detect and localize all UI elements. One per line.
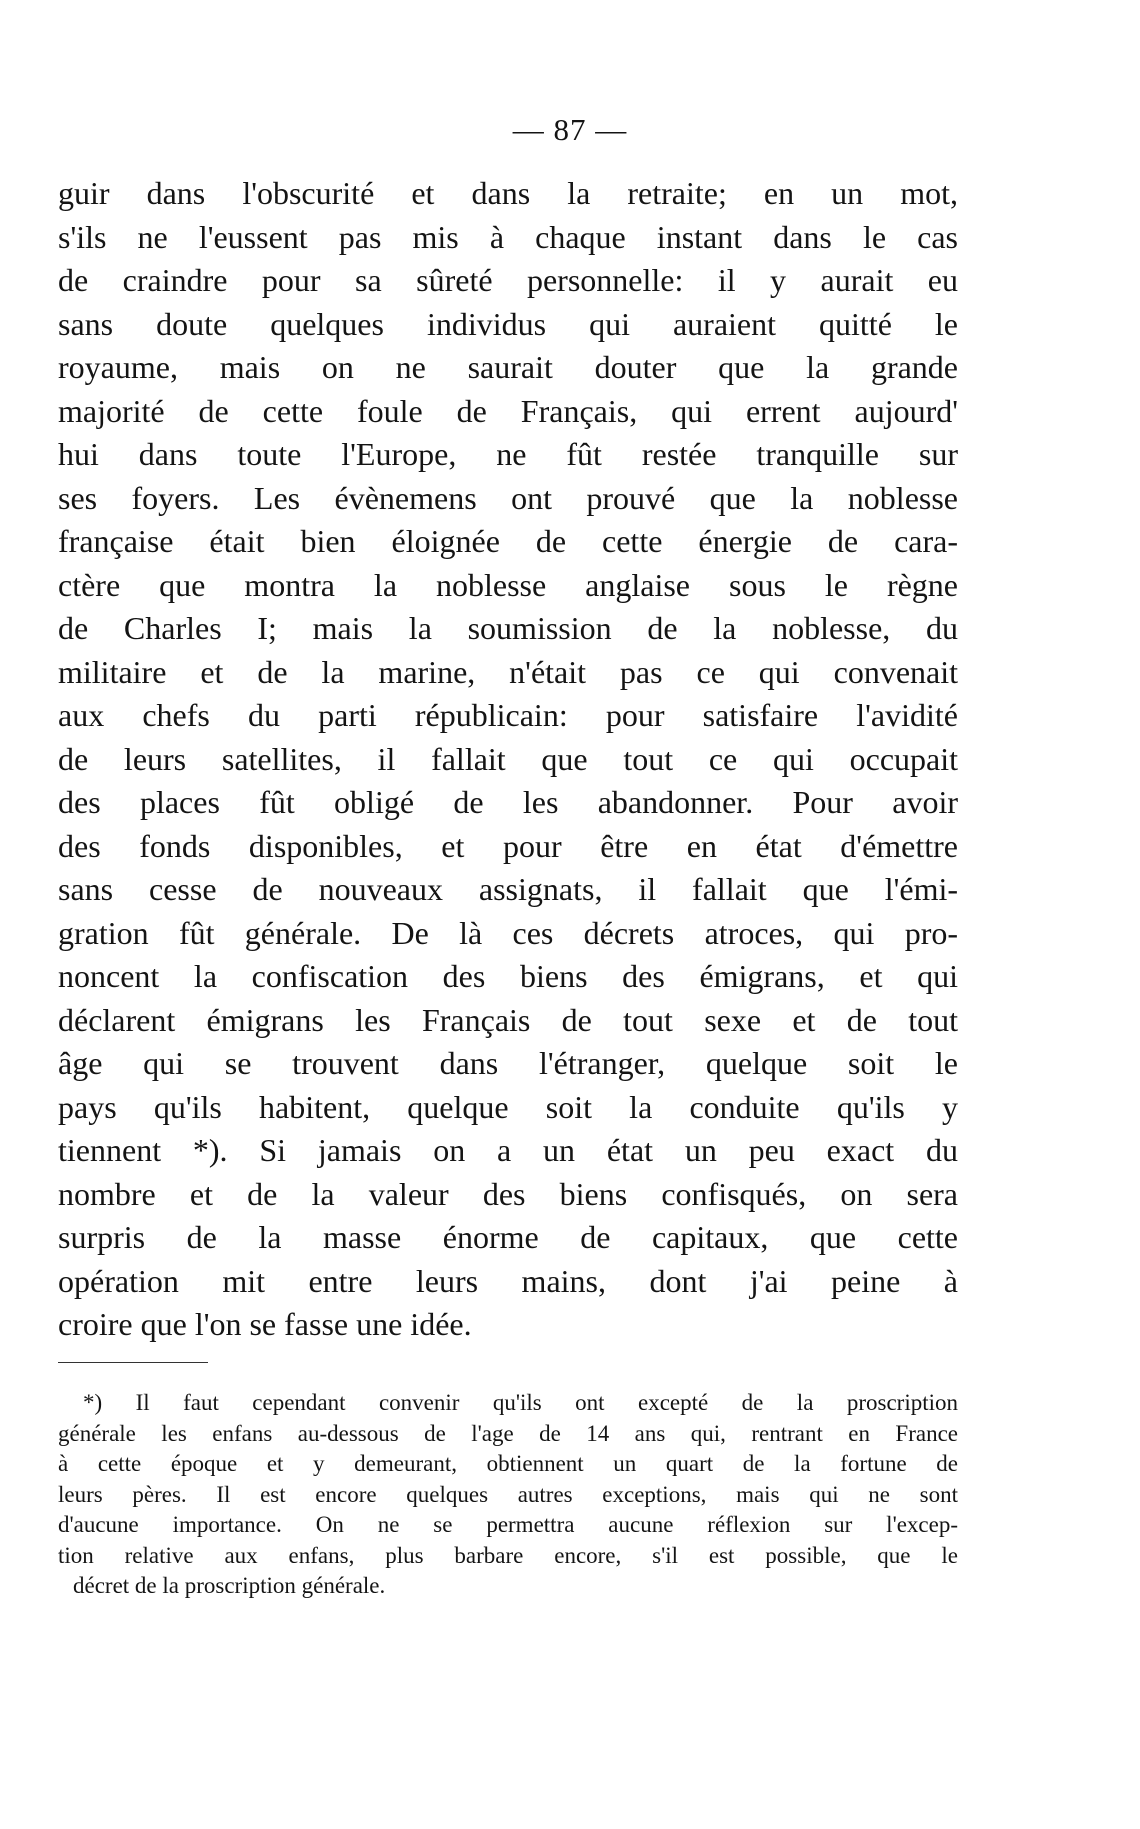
text-line: déclarent émigrans les Français de tout sexe et de tout <box>58 1001 958 1038</box>
text-line: des places fût obligé de les abandonner. Pour avoir <box>58 784 958 820</box>
text-line: surpris de la masse énorme de capitaux, que cette <box>58 1219 958 1255</box>
text-line: hui dans toute l'Europe, ne fût restée tranquille sur <box>58 436 958 472</box>
text-line: guir dans l'obscurité et dans la retraite; en un mot, <box>58 175 958 211</box>
text-line: noncent la confiscation des biens des émigrans, et qui <box>58 958 958 994</box>
footnote <box>58 1388 958 1602</box>
text-line: de Charles I; mais la soumission de la noblesse, du <box>58 610 958 646</box>
footnote-separator <box>58 1362 208 1363</box>
footnote-line: décret de la proscription générale. <box>73 1573 386 1598</box>
text-line: de leurs satellites, il fallait que tout ce qui occupait <box>58 740 958 777</box>
text-line: tiennent *). Si jamais on a un état un peu exact du <box>58 1132 958 1168</box>
text-line: sans doute quelques individus qui auraient quitté le <box>58 305 958 342</box>
text-line: militaire et de la marine, n'était pas ce qui convenait <box>58 653 958 690</box>
text-line: âge qui se trouvent dans l'étranger, quelque soit le <box>58 1045 958 1081</box>
main-text <box>58 172 958 1347</box>
footnote-line: leurs pères. Il est encore quelques autres exceptions, mais qui ne sont <box>58 1481 958 1507</box>
footnote-line: à cette époque et y demeurant, obtiennent un quart de la fortune de <box>58 1451 958 1476</box>
text-line: ctère que montra la noblesse anglaise sous le règne <box>58 566 958 603</box>
text-line: ses foyers. Les évènemens ont prouvé que la noblesse <box>58 479 958 516</box>
text-line: de craindre pour sa sûreté personnelle: il y aurait eu <box>58 262 958 298</box>
text-line: majorité de cette foule de Français, qui errent aujourd' <box>58 392 958 429</box>
text-line: nombre et de la valeur des biens confisqués, on sera <box>58 1175 958 1212</box>
footnote-line: générale les enfans au-dessous de l'age de 14 ans qui, rentrant en France <box>58 1420 958 1446</box>
text-line: sans cesse de nouveaux assignats, il fallait que l'émi- <box>58 871 958 907</box>
text-line: pays qu'ils habitent, quelque soit la conduite qu'ils y <box>58 1088 958 1125</box>
text-line: aux chefs du parti républicain: pour satisfaire l'avidité <box>58 697 958 733</box>
text-line: française était bien éloignée de cette énergie de cara- <box>58 523 958 559</box>
footnote-line: tion relative aux enfans, plus barbare encore, s'il est possible, que le <box>58 1542 958 1568</box>
footnote-line: *) Il faut cependant convenir qu'ils ont excepté de la proscription <box>83 1390 958 1415</box>
footnote-line: d'aucune importance. On ne se permettra aucune réflexion sur l'excep- <box>58 1512 958 1537</box>
text-line: croire que l'on se fasse une idée. <box>58 1306 472 1342</box>
text-line: des fonds disponibles, et pour être en état d'émettre <box>58 827 958 864</box>
page-number: — 87 — <box>512 112 628 147</box>
text-line: opération mit entre leurs mains, dont j'ai peine à <box>58 1262 958 1299</box>
text-line: royaume, mais on ne saurait douter que la grande <box>58 349 958 385</box>
text-line: gration fût générale. De là ces décrets atroces, qui pro- <box>58 914 958 951</box>
text-line: s'ils ne l'eussent pas mis à chaque instant dans le cas <box>58 218 958 255</box>
